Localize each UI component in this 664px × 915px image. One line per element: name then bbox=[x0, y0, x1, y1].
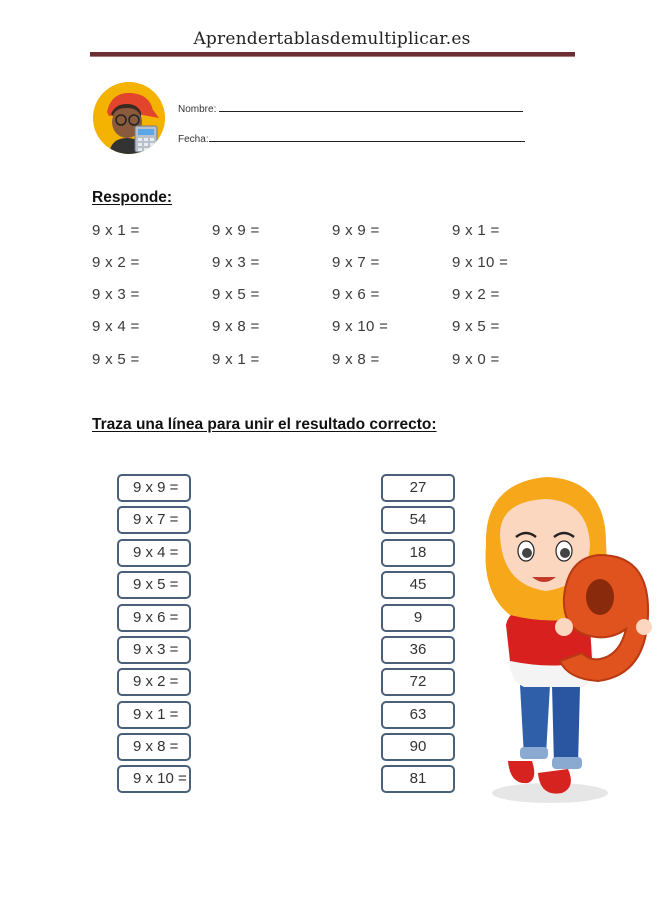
date-label: Fecha: bbox=[178, 134, 209, 145]
equation-box[interactable]: 9 x 8 = bbox=[117, 733, 191, 761]
result-box[interactable]: 27 bbox=[381, 474, 455, 502]
name-label: Nombre: bbox=[178, 104, 220, 115]
equation: 9 x 2 = bbox=[452, 286, 500, 303]
girl-holding-number-nine-icon bbox=[480, 465, 660, 810]
avatar bbox=[93, 82, 165, 154]
equation: 9 x 4 = bbox=[92, 318, 140, 335]
result-box[interactable]: 72 bbox=[381, 668, 455, 696]
date-field[interactable] bbox=[178, 133, 525, 145]
equation: 9 x 3 = bbox=[92, 286, 140, 303]
equation: 9 x 10 = bbox=[332, 318, 389, 335]
name-field[interactable] bbox=[178, 103, 523, 115]
equation: 9 x 9 = bbox=[332, 222, 380, 239]
equation-box[interactable]: 9 x 6 = bbox=[117, 604, 191, 632]
equation: 9 x 6 = bbox=[332, 286, 380, 303]
equation: 9 x 8 = bbox=[212, 318, 260, 335]
result-box[interactable]: 63 bbox=[381, 701, 455, 729]
equation: 9 x 1 = bbox=[212, 351, 260, 368]
result-box[interactable]: 9 bbox=[381, 604, 455, 632]
equation: 9 x 3 = bbox=[212, 254, 260, 271]
equation: 9 x 9 = bbox=[212, 222, 260, 239]
equation: 9 x 7 = bbox=[332, 254, 380, 271]
equation-box[interactable]: 9 x 9 = bbox=[117, 474, 191, 502]
result-box[interactable]: 81 bbox=[381, 765, 455, 793]
boy-with-calculator-icon bbox=[93, 82, 165, 154]
equation: 9 x 2 = bbox=[92, 254, 140, 271]
equation-box[interactable]: 9 x 2 = bbox=[117, 668, 191, 696]
equation: 9 x 0 = bbox=[452, 351, 500, 368]
site-title: Aprendertablasdemultiplicar.es bbox=[193, 29, 471, 49]
equation: 9 x 5 = bbox=[92, 351, 140, 368]
equation-box[interactable]: 9 x 10 = bbox=[117, 765, 191, 793]
equation: 9 x 10 = bbox=[452, 254, 509, 271]
girl-illustration bbox=[480, 465, 660, 810]
result-box[interactable]: 36 bbox=[381, 636, 455, 664]
equation-box[interactable]: 9 x 3 = bbox=[117, 636, 191, 664]
date-line[interactable] bbox=[209, 133, 525, 142]
matching-title: Traza una línea para unir el resultado correcto: bbox=[92, 416, 437, 433]
result-box[interactable]: 45 bbox=[381, 571, 455, 599]
result-box[interactable]: 54 bbox=[381, 506, 455, 534]
header-rule bbox=[90, 52, 575, 56]
equation: 9 x 5 = bbox=[212, 286, 260, 303]
equation: 9 x 1 = bbox=[452, 222, 500, 239]
equation: 9 x 8 = bbox=[332, 351, 380, 368]
result-box[interactable]: 90 bbox=[381, 733, 455, 761]
result-box[interactable]: 18 bbox=[381, 539, 455, 567]
equation-box[interactable]: 9 x 1 = bbox=[117, 701, 191, 729]
responde-title: Responde: bbox=[92, 189, 173, 206]
name-line[interactable] bbox=[219, 103, 523, 112]
equation-box[interactable]: 9 x 5 = bbox=[117, 571, 191, 599]
equation-box[interactable]: 9 x 4 = bbox=[117, 539, 191, 567]
equation: 9 x 5 = bbox=[452, 318, 500, 335]
equation-box[interactable]: 9 x 7 = bbox=[117, 506, 191, 534]
equation: 9 x 1 = bbox=[92, 222, 140, 239]
